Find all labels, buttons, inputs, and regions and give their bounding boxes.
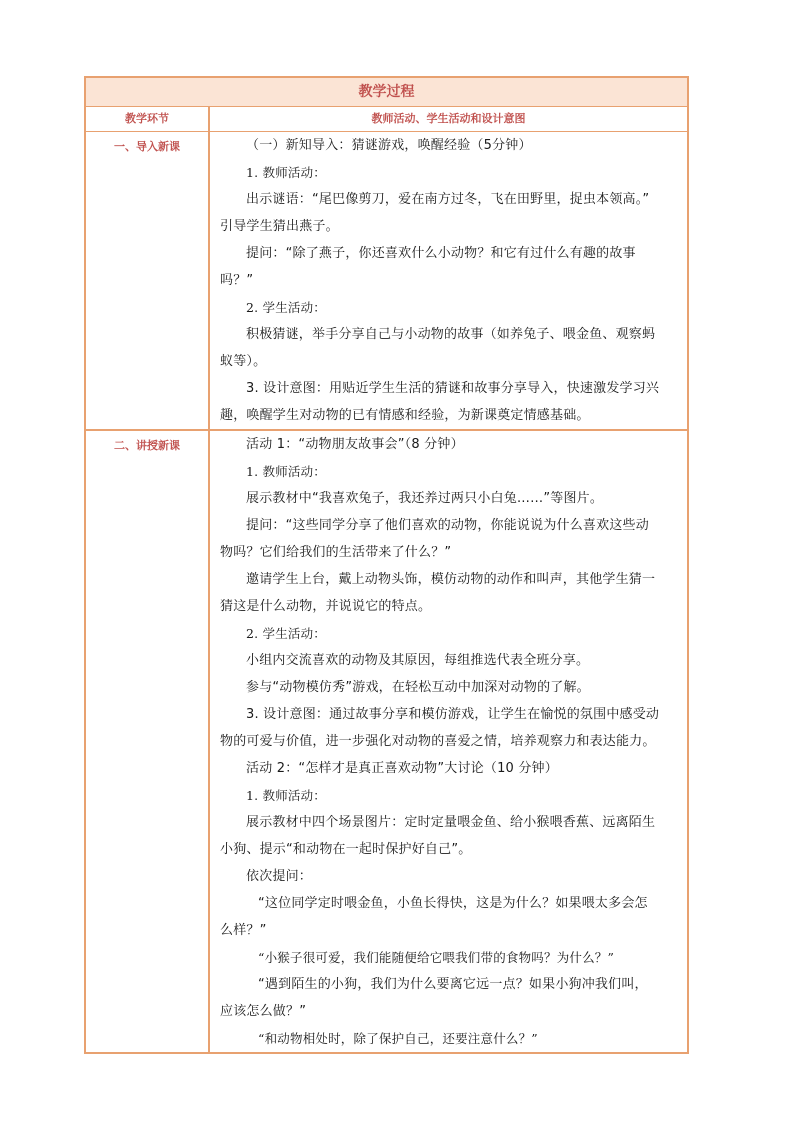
section-line: 1. 教师活动： — [246, 788, 326, 803]
section-line: “小猴子很可爱，我们能随便给它喂我们带的食物吗？为什么？” — [258, 950, 615, 965]
section-label-lecture: 二、讲授新课 — [86, 431, 210, 1052]
section-line: 物吗？它们给我们的生活带来了什么？” — [220, 545, 452, 560]
section-row-intro — [86, 132, 687, 431]
section-line: 展示教材中“我喜欢兔子，我还养过两只小白兔……”等图片。 — [246, 491, 604, 506]
table-title: 教学过程 — [86, 78, 687, 107]
section-line: 么样？” — [220, 923, 267, 938]
section-line: （一）新知导入：猜谜游戏，唤醒经验（5分钟） — [246, 138, 532, 153]
table-header-row — [86, 107, 687, 132]
section-line: 1. 教师活动： — [246, 464, 326, 479]
section-line: 邀请学生上台，戴上动物头饰，模仿动物的动作和叫声，其他学生猜一 — [246, 572, 656, 587]
section-line: 3. 设计意图：通过故事分享和模仿游戏，让学生在愉悦的氛围中感受动 — [246, 707, 660, 722]
section-line: 猜这是什么动物，并说说它的特点。 — [220, 599, 432, 614]
section-line: 1. 教师活动： — [246, 165, 326, 180]
section-line: 小狗、提示“和动物在一起时保护好自己”。 — [220, 842, 472, 857]
section-line: 3. 设计意图：用贴近学生生活的猜谜和故事分享导入，快速激发学习兴 — [246, 381, 660, 396]
section-line: 依次提问： — [246, 869, 313, 884]
section-line: 吗？” — [220, 273, 254, 288]
section-body-lecture — [210, 431, 687, 1052]
section-line: 积极猜谜，举手分享自己与小动物的故事（如养兔子、喂金鱼、观察蚂 — [246, 327, 656, 342]
section-line: 小组内交流喜欢的动物及其原因，每组推选代表全班分享。 — [246, 653, 590, 668]
section-line: 活动 1：“动物朋友故事会”（8 分钟） — [246, 437, 464, 452]
section-line: 出示谜语：“尾巴像剪刀，爱在南方过冬，飞在田野里，捉虫本领高。” — [246, 192, 650, 207]
section-line: 参与“动物模仿秀”游戏，在轻松互动中加深对动物的了解。 — [246, 680, 590, 695]
section-line: 物的可爱与价值，进一步强化对动物的喜爱之情，培养观察力和表达能力。 — [220, 734, 656, 749]
section-line: 提问：“这些同学分享了他们喜欢的动物，你能说说为什么喜欢这些动 — [246, 518, 649, 533]
section-line: 2. 学生活动： — [246, 300, 326, 315]
section-line: “这位同学定时喂金鱼，小鱼长得快，这是为什么？如果喂太多会怎 — [258, 896, 648, 911]
header-activities: 教师活动、学生活动和设计意图 — [371, 112, 526, 125]
header-teaching-stage: 教学环节 — [86, 107, 210, 131]
section-line: 提问：“除了燕子，你还喜欢什么小动物？和它有过什么有趣的故事 — [246, 246, 636, 261]
section-line: 活动 2：“怎样才是真正喜欢动物”大讨论（10 分钟） — [246, 761, 558, 776]
section-line: 2. 学生活动： — [246, 626, 326, 641]
section-line: 引导学生猜出燕子。 — [220, 219, 339, 234]
section-line: 蚁等）。 — [220, 354, 267, 369]
section-line: 趣，唤醒学生对动物的已有情感和经验，为新课奠定情感基础。 — [220, 408, 590, 423]
teaching-process-table — [84, 76, 689, 1054]
section-line: “遇到陌生的小狗，我们为什么要离它远一点？如果小狗冲我们叫， — [258, 977, 648, 992]
section-line: “和动物相处时，除了保护自己，还要注意什么？” — [258, 1031, 538, 1046]
section-label-intro: 一、导入新课 — [86, 132, 210, 429]
section-line: 展示教材中四个场景图片：定时定量喂金鱼、给小猴喂香蕉、远离陌生 — [246, 815, 656, 830]
section-line: 应该怎么做？” — [220, 1004, 307, 1019]
section-body-intro — [210, 132, 687, 429]
section-row-lecture — [86, 431, 687, 1052]
